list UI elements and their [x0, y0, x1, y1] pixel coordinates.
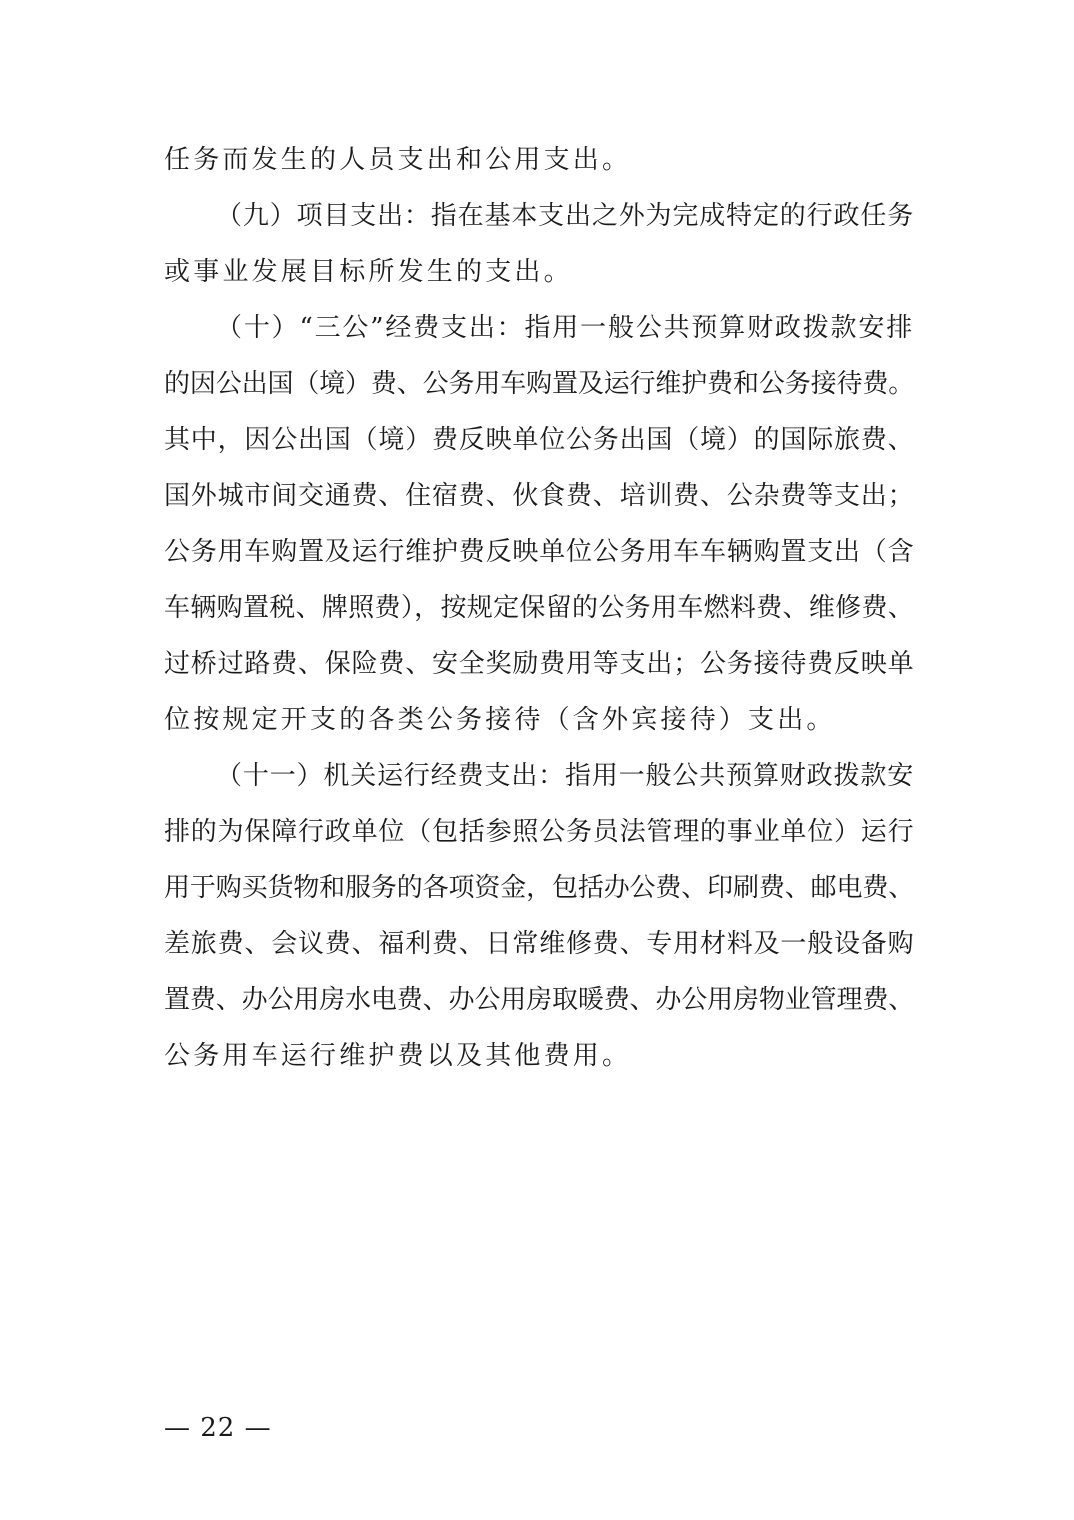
text-line-9: 车辆购置税、牌照费），按规定保留的公务用车燃料费、维修费、 [164, 593, 914, 623]
text-line-11: 位按规定开支的各类公务接待（含外宾接待）支出。 [164, 705, 836, 735]
text-line-2: （九）项目支出：指在基本支出之外为完成特定的行政任务 [216, 201, 914, 231]
text-line-12: （十一）机关运行经费支出：指用一般公共预算财政拨款安 [216, 761, 914, 791]
text-line-7: 国外城市间交通费、住宿费、伙食费、培训费、公杂费等支出； [164, 481, 915, 511]
text-line-14: 用于购买货物和服务的各项资金，包括办公费、印刷费、邮电费、 [164, 873, 914, 903]
text-line-10: 过桥过路费、保险费、安全奖励费用等支出；公务接待费反映单 [164, 649, 915, 679]
text-line-6: 其中，因公出国（境）费反映单位公务出国（境）的国际旅费、 [164, 425, 915, 455]
text-line-15: 差旅费、会议费、福利费、日常维修费、专用材料及一般设备购 [164, 929, 915, 959]
text-line-13: 排的为保障行政单位（包括参照公务员法管理的事业单位）运行 [164, 817, 915, 847]
text-line-8: 公务用车购置及运行维护费反映单位公务用车车辆购置支出（含 [164, 537, 915, 567]
text-line-5: 的因公出国（境）费、公务用车购置及运行维护费和公务接待费。 [164, 369, 914, 399]
page-number: — 22 — [164, 1413, 272, 1443]
text-line-1: 任务而发生的人员支出和公用支出。 [164, 145, 632, 175]
text-line-4: （十）“三公”经费支出：指用一般公共预算财政拨款安排 [216, 313, 914, 343]
text-line-16: 置费、办公用房水电费、办公用房取暖费、办公用房物业管理费、 [164, 985, 914, 1015]
text-line-17: 公务用车运行维护费以及其他费用。 [164, 1041, 632, 1071]
text-line-3: 或事业发展目标所发生的支出。 [164, 257, 573, 287]
